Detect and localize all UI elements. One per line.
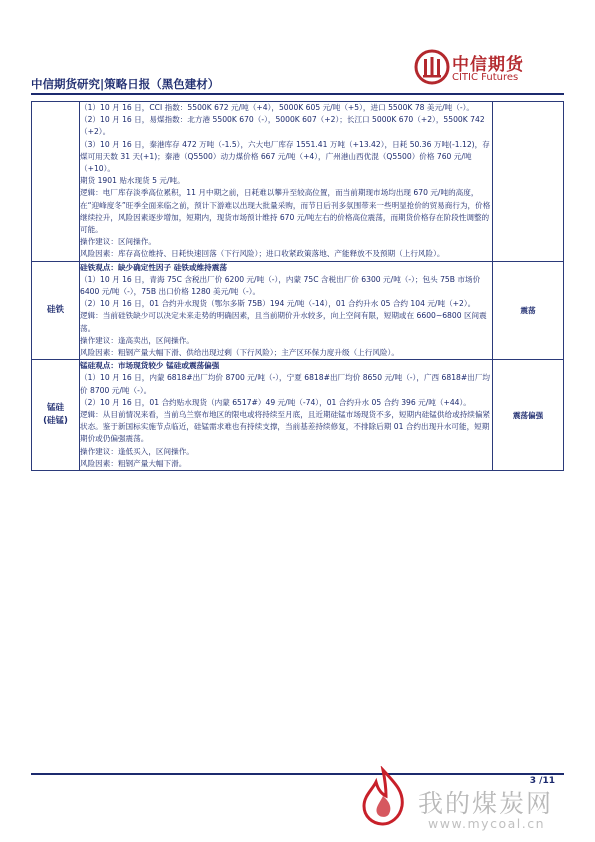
table-row	[32, 360, 564, 471]
row-verdict: 震荡偏强	[493, 360, 564, 471]
content-line: （1）10 月 16 日，内蒙 6818#出厂均价 8700 元/吨（-），宁夏 6818#出厂均价 8650 元/吨（-），广西 6818#出厂均价 8700 元/吨（-）。	[80, 373, 491, 395]
content-heading: 硅铁观点：缺少确定性因子 硅铁或维持震荡	[80, 262, 227, 272]
row-verdict: 震荡	[493, 261, 564, 360]
content-line: 风险因素：粗钢产量大幅下滑、供给出现过剩（下行风险）；主产区环保力度升级（上行风险）。	[80, 348, 399, 358]
footer-divider	[31, 773, 564, 775]
citic-logo-icon	[414, 49, 450, 85]
content-heading: 锰硅观点：市场现货较少 锰硅或震荡偏强	[80, 361, 220, 371]
strategy-table	[31, 101, 564, 471]
content-line: 操作建议：逢低买入，区间操作。	[80, 446, 194, 456]
row-content	[80, 102, 493, 262]
content-line: 风险因素：粗钢产量大幅下滑。	[80, 458, 187, 468]
content-line: 逻辑：电厂库存淡季高位累积，11 月中期之前，日耗难以攀升至较高位置，而当前期现市场均出现 670 元/吨的高度，在“迎峰度冬”旺季全面来临之前，预计下游难以出现大批量采购，而节日后刊多氛围带来一些明显抢价的贸易商行为，价格继续拉升，风险因素逐步增加，短期内，现货市场预计维持 670 元/吨左右的价格高位震荡，而期货价格存在阶段性调整的可能。	[80, 188, 491, 235]
row-content	[80, 360, 493, 471]
brand-name-cn: 中信期货	[452, 55, 524, 75]
content-line: 风险因素：库存高位维持、日耗快速回落（下行风险）；进口收紧政策落地、产能释放不及预期（上行风险）。	[80, 249, 445, 259]
page-number: 3 /11	[529, 776, 555, 786]
table-row	[32, 261, 564, 360]
row-content	[80, 261, 493, 360]
content-line: 操作建议：逢高卖出，区间操作。	[80, 335, 194, 345]
content-line: 逻辑：当前硅铁缺少可以决定未来走势的明确因素，且当前期价升水较多，向上空间有限，短期或在 6600~6800 区间震荡。	[80, 311, 487, 333]
content-line: （1）10 月 16 日，青海 75C 含税出厂价 6200 元/吨（-），内蒙 75C 含税出厂价 6300 元/吨（-）；包头 75B 市场价 6400 元/吨（-），75B 出口价格 1280 美元/吨（-）。	[80, 274, 481, 297]
row-verdict	[493, 102, 564, 262]
brand-name-en: CITIC Futures	[452, 72, 519, 83]
content-line: （2）10 月 16 日，01 合约贴水现货（内蒙 6517#）49 元/吨（-74），01 合约升水 05 合约 396 元/吨（+44）。	[80, 397, 471, 407]
content-line: （3）10 月 16 日，秦港库存 472 万吨（-1.5），六大电厂库存 1551.41 万吨（+13.42），日耗 50.36 万吨(-1.12)，存煤可用天数 31 天(+1)；秦港（Q5500）动力煤价格 667 元/吨（+4），广州港山西优混（Q5500）价格 760 元/吨（+10）。	[80, 139, 490, 174]
page-title: 中信期货研究|策略日报（黑色建材）	[31, 77, 220, 91]
content-line: 期货 1901 贴水现货 5 元/吨。	[80, 176, 185, 186]
content-line: （1）10 月 16 日，CCI 指数：5500K 672 元/吨（+4），5000K 605 元/吨（+5），进口 5500K 78 美元/吨（-）。	[80, 103, 474, 112]
header-divider	[31, 93, 564, 95]
row-label: 锰硅 (硅锰)	[32, 360, 80, 471]
row-label	[32, 102, 80, 262]
row-label: 硅铁	[32, 261, 80, 360]
content-line: （2）10 月 16 日，01 合约升水现货（鄂尔多斯 75B）194 元/吨（-14），01 合约升水 05 合约 104 元/吨（+2）。	[80, 299, 476, 309]
watermark-name: 我的煤炭网	[418, 789, 554, 818]
mycoal-logo-icon	[352, 766, 414, 828]
content-line: 逻辑：从目前情况来看，当前乌兰察布地区的限电或将持续至月底，且近期硅锰市场现货不多，短期内硅锰供给或持续偏紧状态。鉴于新国标实施节点临近，硅锰需求难也有持续支撑，当前基差持续修复，不排除后期 01 合约出现升水可能，短期期价或仍偏强震荡。	[80, 410, 491, 444]
content-line: （2）10 月 16 日，易煤指数：北方港 5500K 670（-），5000K 607（+2）；长江口 5000K 670（+2），5500K 742（+2）。	[80, 115, 485, 137]
content-line: 操作建议：区间操作。	[80, 237, 156, 247]
table-row	[32, 102, 564, 262]
watermark-url: www.mycoal.cn	[428, 816, 545, 831]
